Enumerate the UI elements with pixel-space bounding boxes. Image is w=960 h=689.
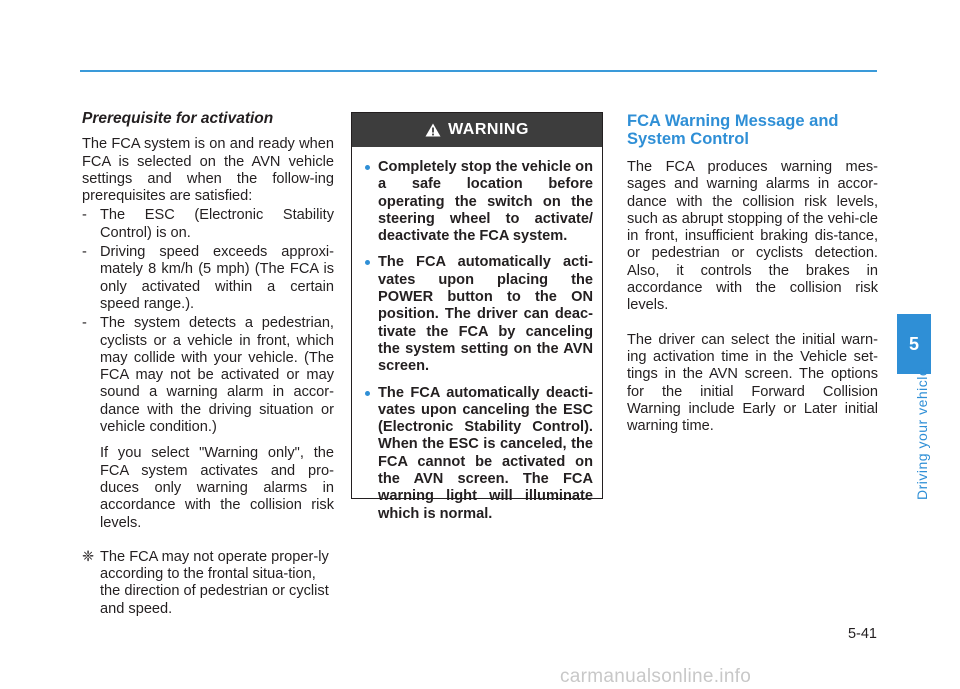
note-icon: ❈ (82, 548, 95, 565)
chapter-label: Driving your vehicle (914, 367, 930, 500)
prerequisite-intro: The FCA system is on and ready when FCA is selected on the AVN vehicle settings and when the follow-ing prerequisites are satisfied: (82, 136, 334, 205)
body-paragraph: The driver can select the initial warn-ing activation time in the Vehicle set-tings in the AVN screen. The options for the initial Forward Collision Warning include Early or Later initial warning time. (627, 331, 878, 435)
prerequisite-item: - The ESC (Electronic Stability Control) is on. (82, 207, 334, 241)
watermark: carmanualsonline.info (560, 666, 752, 687)
warning-box (351, 112, 603, 522)
header-rule (80, 70, 877, 72)
section-title: FCA Warning Message and System Control (627, 112, 839, 148)
warning-triangle-icon (425, 123, 441, 137)
warning-body (352, 147, 602, 523)
warning-header (352, 113, 602, 147)
warning-title: WARNING (448, 121, 529, 138)
warning-only-paragraph: If you select "Warning only", the FCA system activates and pro-duces only warning alarms in accordance with the collision risk levels. (100, 445, 334, 531)
page-number: 5-41 (847, 626, 877, 642)
right-column (627, 108, 878, 435)
bullet-icon (365, 391, 370, 396)
prerequisite-item: - The system detects a pedestrian, cyclists or a vehicle in front, which may collide with your vehicle. (The FCA may not be activated or may sound a warning alarm in accor-dance with the driving situation or vehicle condition.) (82, 315, 334, 436)
bullet-icon (365, 165, 370, 170)
left-column (82, 108, 334, 618)
chapter-number-tab: 5 (897, 314, 931, 374)
prerequisite-heading: Prerequisite for activation (82, 110, 274, 127)
warning-bullet: The FCA automatically acti-vates upon placing the POWER button to the ON position. The driver can deac-tivate the FCA by canceling the system setting on the AVN screen. (363, 254, 593, 375)
note: ❈ The FCA may not operate proper-ly according to the frontal situa-tion, the direction of pedestrian or cyclist and speed. (82, 548, 329, 617)
body-paragraph: The FCA produces warning mes-sages and warning alarms in accor-dance with the collision risk levels, such as abrupt stopping of the vehi-cle in front, insufficient braking dis-tance, or pedestrian or cyclists detection. Also, it controls the brakes in accordance with the collision risk levels. (627, 159, 878, 314)
prerequisite-item: - Driving speed exceeds approxi-mately 8 km/h (5 mph) (The FCA is only activated within a certain speed range.). (82, 244, 334, 312)
bullet-icon (365, 260, 370, 265)
warning-bullet: Completely stop the vehicle on a safe location before operating the switch on the steering wheel to activate/ deactivate the FCA system. (363, 159, 593, 245)
warning-bullet: The FCA automatically deacti-vates upon canceling the ESC (Electronic Stability Control). When the ESC is canceled, the FCA cannot be activated on the AVN screen. The FCA warning light will illuminate which is normal. (363, 385, 593, 523)
